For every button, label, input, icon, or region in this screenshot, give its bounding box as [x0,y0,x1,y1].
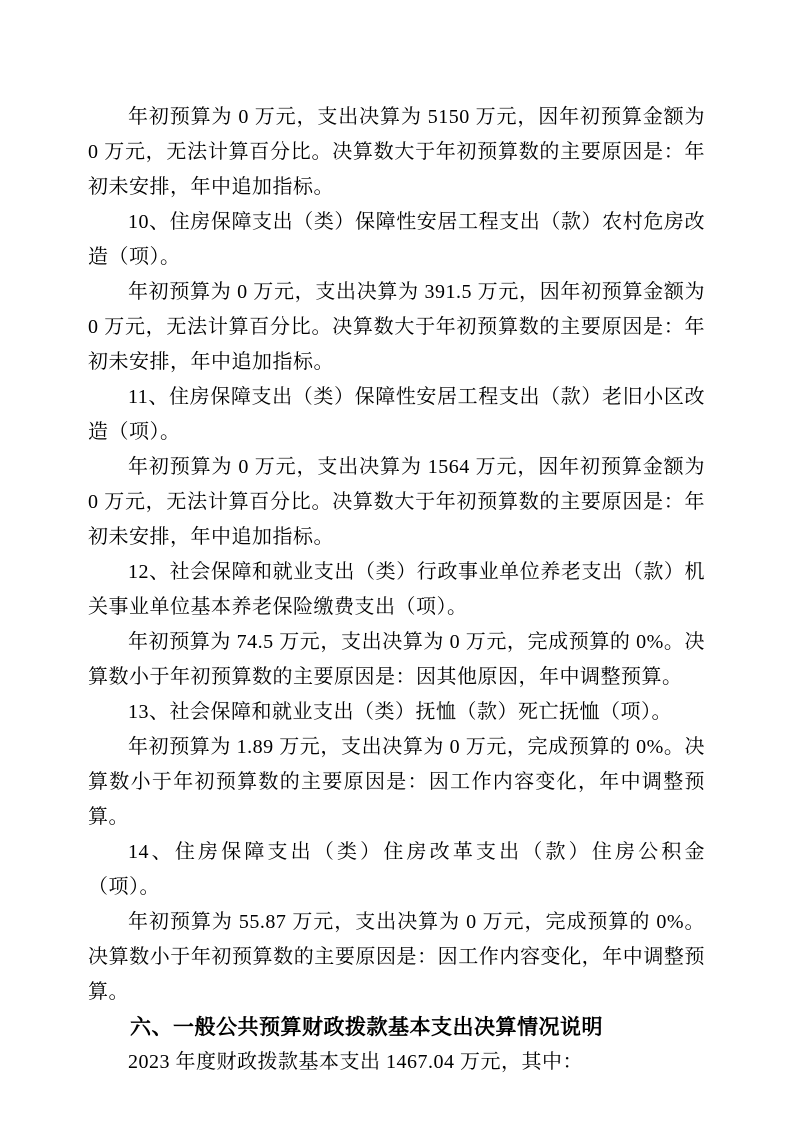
document-body [88,100,705,1080]
para-item13-title: 13、社会保障和就业支出（类）抚恤（款）死亡抚恤（项）。 [128,701,672,723]
section-heading-6: 六、一般公共预算财政拨款基本支出决算情况说明 [130,1016,603,1039]
para-section6-intro: 2023 年度财政拨款基本支出 1467.04 万元，其中： [128,1051,583,1073]
para-item14-detail: 年初预算为 55.87 万元，支出决算为 0 万元，完成预算的 0%。决算数小于年初预算数的主要原因是：因工作内容变化，年中调整预算。 [88,911,705,1003]
para-item10-title: 10、住房保障支出（类）保障性安居工程支出（款）农村危房改造（项）。 [88,211,705,268]
para-item12-detail: 年初预算为 74.5 万元，支出决算为 0 万元，完成预算的 0%。决算数小于年初预算数的主要原因是：因其他原因，年中调整预算。 [88,631,705,688]
para-item11-detail: 年初预算为 0 万元，支出决算为 1564 万元，因年初预算金额为 0 万元，无法计算百分比。决算数大于年初预算数的主要原因是：年初未安排，年中追加指标。 [88,456,705,548]
para-item13-detail: 年初预算为 1.89 万元，支出决算为 0 万元，完成预算的 0%。决算数小于年初预算数的主要原因是：因工作内容变化，年中调整预算。 [88,736,705,828]
para-item12-title: 12、社会保障和就业支出（类）行政事业单位养老支出（款）机关事业单位基本养老保险缴费支出（项）。 [88,561,705,618]
para-item9-detail: 年初预算为 0 万元，支出决算为 5150 万元，因年初预算金额为 0 万元，无法计算百分比。决算数大于年初预算数的主要原因是：年初未安排，年中追加指标。 [88,106,705,198]
para-item10-detail: 年初预算为 0 万元，支出决算为 391.5 万元，因年初预算金额为 0 万元，无法计算百分比。决算数大于年初预算数的主要原因是：年初未安排，年中追加指标。 [88,281,705,373]
para-item11-title: 11、住房保障支出（类）保障性安居工程支出（款）老旧小区改造（项）。 [88,386,705,443]
para-item14-title: 14、住房保障支出（类）住房改革支出（款）住房公积金（项）。 [88,841,705,898]
